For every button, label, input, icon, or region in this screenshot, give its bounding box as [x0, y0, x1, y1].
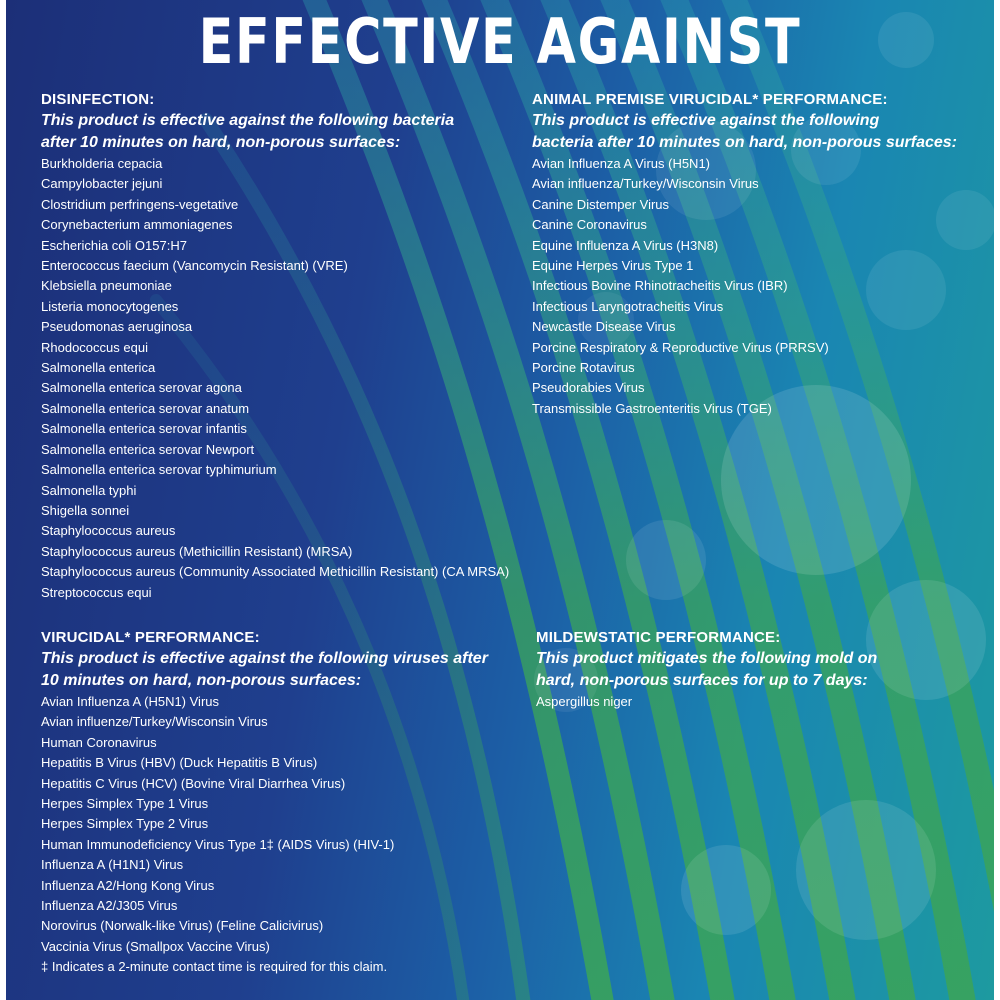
virucidal-heading: VIRUCIDAL* PERFORMANCE: [41, 629, 260, 646]
mold-list [536, 692, 976, 712]
mildewstatic-intro-line-1: This product mitigates the following mold on [536, 650, 878, 667]
bacteria-list [41, 154, 521, 603]
list-item: Hepatitis C Virus (HCV) (Bovine Viral Diarrhea Virus) [41, 775, 346, 791]
disinfection-intro-line-1: This product is effective against the following bacteria [41, 112, 455, 129]
poster [6, 0, 994, 1000]
list-item: Infectious Laryngotracheitis Virus [532, 298, 724, 314]
contact-time-footnote: ‡ Indicates a 2-minute contact time is required for this claim. [41, 959, 388, 975]
list-item: Hepatitis B Virus (HBV) (Duck Hepatitis B Virus) [41, 755, 318, 771]
list-item: Escherichia coli O157:H7 [41, 237, 187, 253]
list-item: Enterococcus faecium (Vancomycin Resistant) (VRE) [41, 258, 348, 274]
list-item: Newcastle Disease Virus [532, 319, 676, 335]
list-item: Transmissible Gastroenteritis Virus (TGE) [532, 400, 772, 416]
list-item: Shigella sonnei [41, 502, 130, 518]
page-title: EFFECTIVE AGAINST [198, 5, 802, 78]
animal-premise-section [532, 90, 982, 419]
list-item: Equine Herpes Virus Type 1 [532, 258, 694, 274]
list-item: Klebsiella pneumoniae [41, 278, 172, 294]
list-item: Vaccinia Virus (Smallpox Vaccine Virus) [41, 938, 270, 954]
animal-premise-intro-line-2: bacteria after 10 minutes on hard, non-porous surfaces: [532, 134, 957, 151]
list-item: Human Immunodeficiency Virus Type 1‡ (AIDS Virus) (HIV-1) [41, 836, 395, 852]
list-item: Salmonella enterica serovar infantis [41, 421, 247, 437]
list-item: Avian Influenza A Virus (H5N1) [532, 156, 711, 171]
mildewstatic-intro-line-2: hard, non-porous surfaces for up to 7 days: [536, 672, 868, 689]
list-item: Canine Distemper Virus [532, 196, 670, 212]
list-item: Clostridium perfringens-vegetative [41, 196, 239, 212]
list-item: Influenza A2/J305 Virus [41, 898, 178, 914]
list-item: Salmonella enterica serovar agona [41, 380, 242, 396]
list-item: Rhodococcus equi [41, 339, 148, 355]
list-item: Streptococcus equi [41, 584, 152, 600]
list-item: Campylobacter jejuni [41, 176, 163, 192]
list-item: Human Coronavirus [41, 734, 157, 750]
list-item: Norovirus (Norwalk-like Virus) (Feline Calicivirus) [41, 918, 324, 934]
list-item: Salmonella typhi [41, 482, 137, 498]
list-item: Influenza A2/Hong Kong Virus [41, 877, 215, 893]
disinfection-intro-line-2: after 10 minutes on hard, non-porous surfaces: [41, 134, 401, 151]
animal-premise-heading: ANIMAL PREMISE VIRUCIDAL* PERFORMANCE: [532, 91, 888, 108]
virucidal-section [41, 628, 531, 977]
virus-list [41, 692, 531, 957]
list-item: Listeria monocytogenes [41, 298, 179, 314]
list-item: Aspergillus niger [536, 694, 633, 709]
list-item: Salmonella enterica serovar typhimurium [41, 462, 277, 478]
list-item: Equine Influenza A Virus (H3N8) [532, 237, 719, 253]
list-item: Salmonella enterica serovar Newport [41, 441, 255, 457]
list-item: Salmonella enterica serovar anatum [41, 400, 250, 416]
list-item: Staphylococcus aureus [41, 523, 176, 539]
list-item: Infectious Bovine Rhinotracheitis Virus (IBR) [532, 278, 788, 294]
list-item: Influenza A (H1N1) Virus [41, 857, 184, 873]
list-item: Burkholderia cepacia [41, 156, 163, 171]
list-item: Staphylococcus aureus (Methicillin Resistant) (MRSA) [41, 543, 353, 559]
list-item: Herpes Simplex Type 2 Virus [41, 816, 209, 832]
list-item: Avian influenza/Turkey/Wisconsin Virus [532, 176, 759, 192]
list-item: Herpes Simplex Type 1 Virus [41, 796, 209, 812]
list-item: Staphylococcus aureus (Community Associated Methicillin Resistant) (CA MRSA) [41, 564, 510, 580]
list-item: Avian influenze/Turkey/Wisconsin Virus [41, 714, 268, 730]
animal-virus-list [532, 154, 982, 419]
mildewstatic-heading: MILDEWSTATIC PERFORMANCE: [536, 629, 781, 646]
disinfection-heading: DISINFECTION: [41, 91, 155, 108]
list-item: Corynebacterium ammoniagenes [41, 217, 233, 233]
mildewstatic-section [536, 628, 976, 712]
virucidal-intro-line-2: 10 minutes on hard, non-porous surfaces: [41, 672, 362, 689]
list-item: Salmonella enterica [41, 360, 156, 376]
virucidal-intro-line-1: This product is effective against the following viruses after [41, 650, 488, 667]
list-item: Porcine Rotavirus [532, 360, 635, 376]
list-item: Pseudorabies Virus [532, 380, 645, 396]
list-item: Canine Coronavirus [532, 217, 647, 233]
list-item: Porcine Respiratory & Reproductive Virus (PRRSV) [532, 339, 829, 355]
list-item: Avian Influenza A (H5N1) Virus [41, 694, 220, 709]
disinfection-section [41, 90, 521, 603]
list-item: Pseudomonas aeruginosa [41, 319, 193, 335]
animal-premise-intro-line-1: This product is effective against the following [532, 112, 880, 129]
